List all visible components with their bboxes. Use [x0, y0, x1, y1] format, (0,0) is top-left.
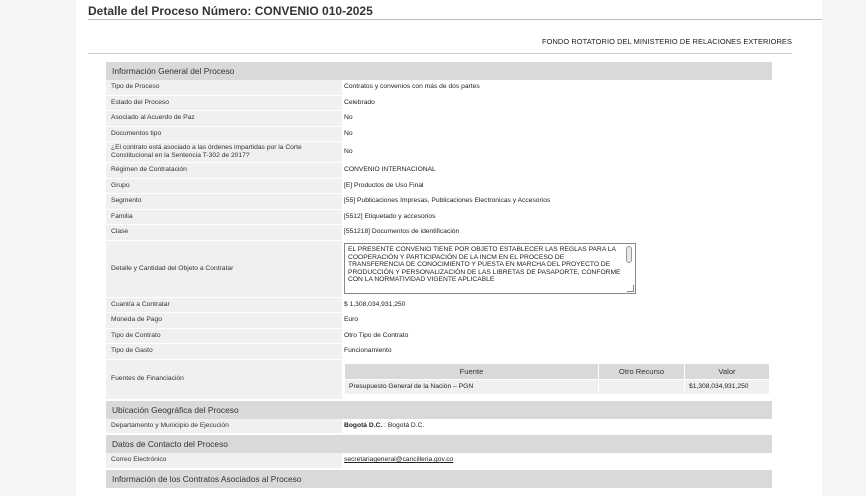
- row-label: Departamento y Municipio de Ejecución: [106, 419, 342, 434]
- section-header-contact: Datos de Contacto del Proceso: [106, 435, 772, 453]
- row-value: No: [344, 114, 353, 122]
- page-title: Detalle del Proceso Número: CONVENIO 010-2025: [88, 4, 373, 18]
- row-documentos-tipo: [106, 127, 772, 143]
- process-detail-page: [76, 0, 822, 496]
- row-label: Tipo de Gasto: [106, 344, 342, 359]
- row-value: $ 1,308,034,931,250: [344, 300, 406, 308]
- row-label: Documentos tipo: [106, 127, 342, 142]
- row-label: Familia: [106, 210, 342, 225]
- row-label: Cuantía a Contratar: [106, 298, 342, 313]
- row-grupo: [106, 179, 772, 195]
- row-value: [5512] Etiquetado y accesorios: [344, 212, 436, 220]
- section-header-general: Información General del Proceso: [106, 62, 772, 80]
- section-header-contracts: Información de los Contratos Asociados al Proceso: [106, 470, 772, 488]
- funding-header-valor: Valor: [685, 364, 770, 380]
- location-department: Bogotá D.C.: [344, 421, 383, 429]
- row-value: Contratos y convenios con más de dos partes: [344, 83, 480, 91]
- row-value: Funcionamiento: [344, 347, 392, 355]
- location-municipality: : Bogotá D.C.: [382, 421, 425, 429]
- row-label: Detalle y Cantidad del Objeto a Contratar: [106, 241, 342, 297]
- row-label: Correo Electrónico: [106, 453, 342, 468]
- title-divider: [88, 19, 822, 20]
- row-label: Fuentes de Financiación: [106, 360, 342, 399]
- resize-handle-icon[interactable]: [627, 285, 634, 292]
- scrollbar-thumb[interactable]: [626, 246, 632, 263]
- row-label: Régimen de Contratación: [106, 163, 342, 178]
- row-segmento: [106, 194, 772, 210]
- contact-email-link[interactable]: secretariageneral@cancilleria.gov.co: [344, 456, 454, 464]
- row-value: CONVENIO INTERNACIONAL: [344, 166, 436, 174]
- funding-cell-otro-recurso: [599, 380, 685, 395]
- funding-header-otro-recurso: Otro Recurso: [599, 364, 685, 380]
- row-value: No: [344, 129, 353, 137]
- row-sentencia: [106, 142, 772, 163]
- row-label: Asociado al Acuerdo de Paz: [106, 111, 342, 126]
- row-label: Moneda de Pago: [106, 313, 342, 328]
- row-departamento: [106, 419, 772, 435]
- row-value: No: [344, 148, 353, 155]
- row-value: [342, 419, 772, 434]
- row-value: Celebrado: [344, 98, 375, 106]
- funding-cell-fuente: Presupuesto General de la Nación – PGN: [345, 380, 599, 395]
- funding-cell-valor: $1,308,034,931,250: [685, 380, 770, 395]
- row-label: Tipo de Proceso: [106, 80, 342, 95]
- row-value: [551218] Documentos de identificación: [344, 228, 460, 236]
- object-description-text: EL PRESENTE CONVENIO TIENE POR OBJETO ESTABLECER LAS REGLAS PARA LA COOPERACIÓN Y PARTICIPACIÓN DE LA INCM EN EL PROCESO DE TRANSFERENCIA DE CONOCIMIENTO Y PUESTA EN MARCHA DEL PROYECTO DE PRODUCCIÓN Y PERSONALIZACIÓN DE LAS LIBRETAS DE PASAPORTE, CONFORME CON LA NORMATIVIDAD VIGENTE APLICABLE: [348, 246, 621, 284]
- object-description-textarea[interactable]: [344, 243, 636, 294]
- table-row: [345, 380, 770, 395]
- row-tipo-gasto: [106, 344, 772, 360]
- row-label: Segmento: [106, 194, 342, 209]
- process-info-table: [106, 61, 772, 488]
- row-value: [55] Publicaciones Impresas, Publicaciones Electronicas y Accesorios: [344, 197, 551, 205]
- row-value: Euro: [344, 316, 359, 324]
- row-label: Grupo: [106, 179, 342, 194]
- entity-divider: [88, 53, 792, 54]
- row-correo: [106, 453, 772, 469]
- funding-sources-table: [344, 363, 770, 395]
- row-regimen: [106, 163, 772, 179]
- row-tipo-proceso: [106, 80, 772, 96]
- section-header-location: Ubicación Geográfica del Proceso: [106, 401, 772, 419]
- row-fuentes: [106, 360, 772, 400]
- entity-name: FONDO ROTATORIO DEL MINISTERIO DE RELACIONES EXTERIORES: [542, 37, 792, 46]
- row-estado: [106, 96, 772, 112]
- row-moneda: [106, 313, 772, 329]
- row-familia: [106, 210, 772, 226]
- row-value: Otro Tipo de Contrato: [344, 331, 409, 339]
- row-acuerdo-paz: [106, 111, 772, 127]
- row-cuantia: [106, 298, 772, 314]
- row-clase: [106, 225, 772, 241]
- row-value: [E] Productos de Uso Final: [344, 181, 424, 189]
- funding-header-fuente: Fuente: [345, 364, 599, 380]
- row-label: Tipo de Contrato: [106, 329, 342, 344]
- row-objeto: [106, 241, 772, 298]
- row-label: ¿El contrato está asociado a las órdenes impartidas por la Corte Constitucional en la Sentencia T-302 de 2017?: [106, 142, 342, 162]
- row-label: Estado del Proceso: [106, 96, 342, 111]
- row-tipo-contrato: [106, 329, 772, 345]
- row-label: Clase: [106, 225, 342, 240]
